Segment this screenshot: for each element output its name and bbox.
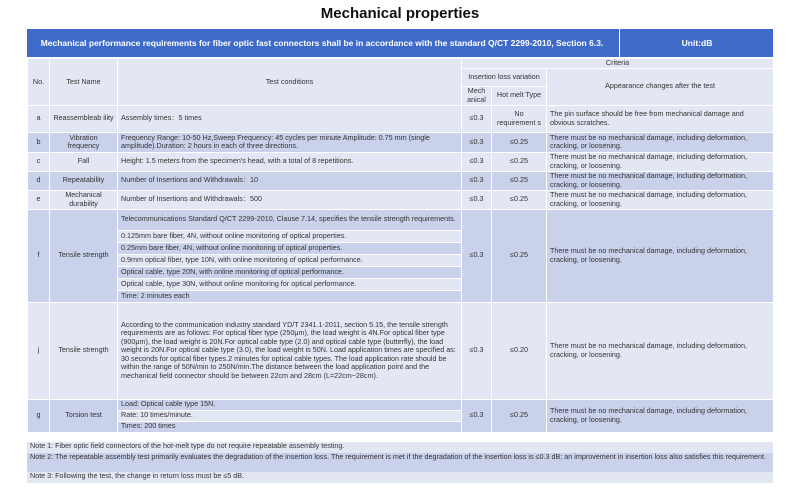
row-condition: Frequency Range: 10-50 Hz,Sweep Frequency: 45 cycles per minute Amplitude: 0.75 mm (single amplitude).Duration: 2 hours in each of three directions. [118,132,462,152]
row-no: f [28,209,50,302]
row-appearance: There must be no mechanical damage, including deformation, cracking, or loosening. [547,171,774,190]
row-mech-value: ≤0.3 [462,190,492,209]
col-mechanical: Mech anical [462,86,492,105]
row-condition: Times: 200 times [118,421,462,432]
row-hot-value: ≤0.25 [492,209,547,302]
row-test-name: Repeatability [50,171,118,190]
note-3: Note 3: Following the test, the change in return loss must be ≤5 dB. [27,472,773,483]
row-no: e [28,190,50,209]
row-hot-value: ≤0.25 [492,399,547,432]
row-condition: According to the communication industry standard YD/T 2341.1-2011, section 5.15, the tensile strength requirements are as follows: For optical fiber type (250μm), the load weight is 4N.For optical fiber type (900μm), the load weight is 20N.For optical cable type (2.0) and optical cable type (butterfly), the load weight is 20N.For optical cable type (3.0), the load weight is 50N. Load application times are specified as: 30 seconds for optical fiber types.2 minutes for optical cable types. The load application rate should be within the range of 50N/min to 250N/min.The distance between the load application point and the mechanical field connector should be between 22cm and 28cm (L=22cm~28cm). [118,302,462,399]
row-test-name: Fall [50,152,118,171]
col-appearance: Appearance changes after the test [547,68,774,105]
row-appearance: There must be no mechanical damage, including deformation, cracking, or loosening. [547,209,774,302]
row-hot-value: No requirement s [492,105,547,132]
row-no: b [28,132,50,152]
row-mech-value: ≤0.3 [462,171,492,190]
row-no: g [28,399,50,432]
row-condition: 0.125mm bare fiber, 4N, without online monitoring of optical properties. [118,230,462,242]
col-no: No. [28,59,50,106]
row-mech-value: ≤0.3 [462,399,492,432]
row-appearance: The pin surface should be free from mechanical damage and obvious scratches. [547,105,774,132]
row-condition: Height: 1.5 meters from the specimen's head, with a total of 8 repetitions. [118,152,462,171]
row-no: j [28,302,50,399]
row-test-name: Tensile strength [50,302,118,399]
note-1: Note 1: Fiber optic field connectors of the hot-melt type do not require repeatable assembly testing. [27,442,773,453]
row-mech-value: ≤0.3 [462,132,492,152]
row-no: c [28,152,50,171]
col-criteria: Criteria [462,59,774,69]
row-condition: Rate: 10 times/minute. [118,410,462,421]
row-mech-value: ≤0.3 [462,105,492,132]
row-condition: Optical cable, type 20N, with online monitoring of optical performance. [118,266,462,278]
row-condition: Telecommunications Standard Q/CT 2299-2010, Clause 7.14, specifies the tensile strength requirements. [118,209,462,230]
col-test-name: Test Name [50,59,118,106]
note-2: Note 2: The repeatable assembly test primarily evaluates the degradation of the insertion loss. The requirement is met if the degradation of the insertion loss is ≤0.3 dB; an improvement in insertion loss also satisfies this requirement. [27,453,773,472]
row-appearance: There must be no mechanical damage, including deformation, cracking, or loosening. [547,399,774,432]
row-test-name: Tensile strength [50,209,118,302]
col-insertion-loss: Insertion loss variation [462,68,547,86]
row-appearance: There must be no mechanical damage, including deformation, cracking, or loosening. [547,190,774,209]
row-condition: Number of Insertions and Withdrawals：500 [118,190,462,209]
row-condition: Optical cable, type 30N, without online monitoring for optical performance. [118,278,462,290]
row-no: a [28,105,50,132]
mechanical-properties-table [27,58,774,433]
row-mech-value: ≤0.3 [462,209,492,302]
row-test-name: Torsion test [50,399,118,432]
row-test-name: Mechanical durability [50,190,118,209]
col-test-conditions: Test conditions [118,59,462,106]
standard-description: Mechanical performance requirements for fiber optic fast connectors shall be in accordance with the standard Q/CT 2299-2010, Section 6.3. [40,38,604,48]
row-condition: 0.25mm bare fiber, 4N, without online monitoring of optical properties. [118,242,462,254]
row-condition: Load: Optical cable type 15N. [118,399,462,410]
table-header-banner [27,29,773,57]
row-appearance: There must be no mechanical damage, including deformation, cracking, or loosening. [547,132,774,152]
row-condition: Assembly times：5 times [118,105,462,132]
row-hot-value: ≤0.25 [492,171,547,190]
row-test-name: Reassembleab ility [50,105,118,132]
row-appearance: There must be no mechanical damage, including deformation, cracking, or loosening. [547,152,774,171]
row-mech-value: ≤0.3 [462,152,492,171]
row-hot-value: ≤0.25 [492,190,547,209]
row-appearance: There must be no mechanical damage, including deformation, cracking, or loosening. [547,302,774,399]
row-hot-value: ≤0.25 [492,132,547,152]
page-title: Mechanical properties [320,5,480,22]
row-condition: Time: 2 minutes each [118,290,462,302]
row-no: d [28,171,50,190]
row-hot-value: ≤0.20 [492,302,547,399]
row-mech-value: ≤0.3 [462,302,492,399]
unit-label: Unit:dB [619,29,774,57]
row-condition: Number of Insertions and Withdrawals：10 [118,171,462,190]
row-hot-value: ≤0.25 [492,152,547,171]
row-condition: 0.9mm optical fiber, type 10N, with online monitoring of optical performance. [118,254,462,266]
row-test-name: Vibration frequency [50,132,118,152]
col-hot-melt: Hot melt Type [492,86,547,105]
